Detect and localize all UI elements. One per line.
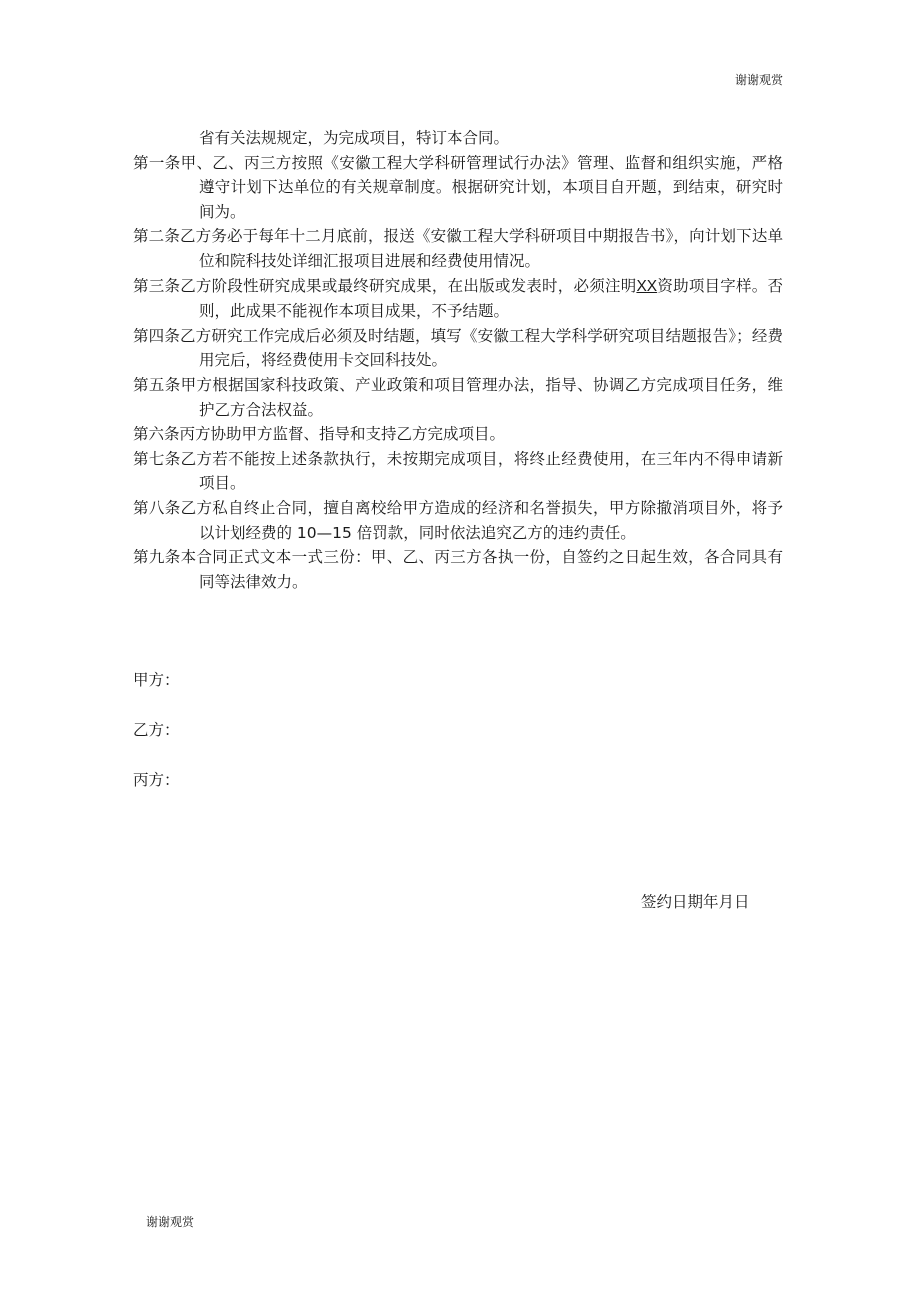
clause-1: 第一条甲、乙、丙三方按照《安徽工程大学科研管理试行办法》管理、监督和组织实施，严格遵守计划下达单位的有关规章制度。根据研究计划，本项目自开题，到结束，研究时间为。 [133,153,783,221]
clause-5: 第五条甲方根据国家科技政策、产业政策和项目管理办法，指导、协调乙方完成项目任务，维护乙方合法权益。 [133,375,783,419]
clause-3-pre: 第三条乙方阶段性研究成果或最终研究成果，在出版或发表时，必须注明 [133,276,637,295]
clause-7: 第七条乙方若不能按上述条款执行，未按期完成项目，将终止经费使用，在三年内不得申请新项目。 [133,449,783,493]
party-b-label: 乙方： [133,721,180,739]
clause-8: 第八条乙方私自终止合同，擅自离校给甲方造成的经济和名誉损失，甲方除撤消项目外，将予以计划经费的 10—15 倍罚款，同时依法追究乙方的违约责任。 [133,498,783,542]
clause-4: 第四条乙方研究工作完成后必须及时结题，填写《安徽工程大学科学研究项目结题报告》；经费用完后，将经费使用卡交回科技处。 [133,326,783,370]
footer-watermark-text: 谢谢观赏 [146,1215,195,1229]
party-c-label: 丙方： [133,771,180,789]
intro-line: 省有关法规规定，为完成项目，特订本合同。 [199,129,510,147]
clause-9: 第九条本合同正式文本一式三份：甲、乙、丙三方各执一份，自签约之日起生效，各合同具有同等法律效力。 [133,548,783,591]
party-a-label: 甲方： [133,671,180,689]
clause-3 [133,274,783,324]
clause-6: 第六条丙方协助甲方监督、指导和支持乙方完成项目。 [133,425,506,444]
clause-3-post: 资助项目字样。否则，此成果不能视作本项目成果，不予结题。 [199,276,783,321]
signing-date-label: 签约日期年月日 [641,893,750,911]
header-watermark-text: 谢谢观赏 [734,73,783,87]
clause-3-xx: XX [636,277,658,295]
clause-2: 第二条乙方务必于每年十二月底前，报送《安徽工程大学科研项目中期报告书》，向计划下达单位和院科技处详细汇报项目进展和经费使用情况。 [133,227,783,270]
contract-body [133,126,783,594]
